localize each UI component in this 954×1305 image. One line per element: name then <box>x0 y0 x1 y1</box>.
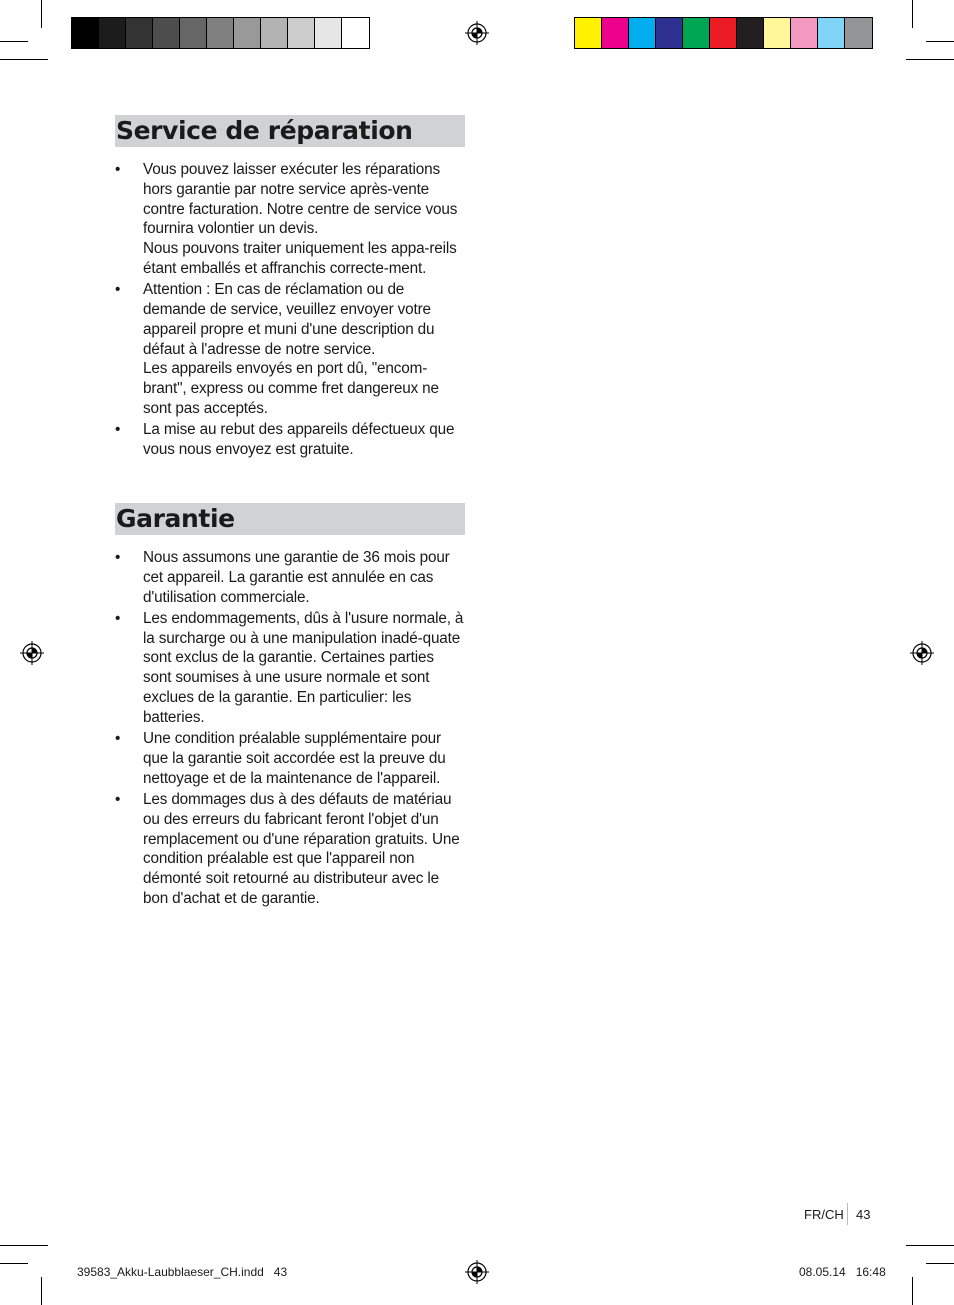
registration-mark-top-icon <box>465 21 489 45</box>
bullet: • <box>115 730 121 748</box>
paragraph: Nous assumons une garantie de 36 mois pour cet appareil. La garantie est annulée en cas d'utilisation commerciale. <box>143 549 450 606</box>
paragraph: Les appareils envoyés en port dû, "encom-brant", express ou comme fret dangereux ne sont pas acceptés. <box>143 360 439 418</box>
gray-swatch <box>207 18 234 48</box>
gray-swatch <box>126 18 153 48</box>
gray-swatch <box>234 18 261 48</box>
footer-divider <box>847 1203 848 1225</box>
paragraph: Nous pouvons traiter uniquement les appa-reils étant emballés et affranchis correcte-ment. <box>143 240 457 277</box>
bullet: • <box>115 609 121 627</box>
process-color-swatch <box>575 18 602 48</box>
gray-swatch <box>288 18 315 48</box>
list-item <box>115 420 465 460</box>
process-color-swatch <box>683 18 710 48</box>
gray-swatch <box>72 18 99 48</box>
paragraph: La mise au rebut des appareils défectueux que vous nous envoyez est gratuite. <box>143 421 455 459</box>
gray-swatch <box>153 18 180 48</box>
bullet-list <box>115 160 465 460</box>
list-item <box>115 729 465 788</box>
registration-mark-right-icon <box>910 641 934 665</box>
gray-swatch <box>315 18 342 48</box>
paragraph: Une condition préalable supplémentaire pour que la garantie soit accordée est la preuve du nettoyage et de la maintenance de l'appareil. <box>143 730 446 787</box>
process-color-swatch <box>764 18 791 48</box>
section-garantie <box>115 503 465 910</box>
footer-language: FR/CH <box>804 1207 844 1222</box>
list-item <box>115 280 465 419</box>
section-title: Service de réparation <box>115 115 465 147</box>
section-service <box>115 115 465 461</box>
gray-swatch <box>180 18 207 48</box>
process-color-swatch <box>737 18 764 48</box>
process-color-swatch <box>656 18 683 48</box>
process-color-bar <box>574 17 873 49</box>
list-item <box>115 790 465 909</box>
gray-swatch <box>342 18 369 48</box>
slug-timestamp: 08.05.14 16:48 <box>799 1265 886 1279</box>
registration-mark-bottom-icon <box>465 1260 489 1284</box>
process-color-swatch <box>710 18 737 48</box>
process-color-swatch <box>845 18 872 48</box>
registration-mark-left-icon <box>20 641 44 665</box>
paragraph: Les endommagements, dûs à l'usure normale, à la surcharge ou à une manipulation inadé-quate sont exclus de la garantie. Certaines parties sont soumises à une usure normale et sont exclues de la garantie. En particulier: les batteries. <box>143 609 464 726</box>
paragraph: Les dommages dus à des défauts de matériau ou des erreurs du fabricant feront l'objet d'un remplacement ou d'une réparation gratuits. Une condition préalable est que l'appareil non démonté soit retourné au distributeur avec le bon d'achat et de garantie. <box>143 791 460 908</box>
section-title: Garantie <box>115 503 465 535</box>
gray-swatch <box>99 18 126 48</box>
bullet: • <box>115 281 121 299</box>
paragraph: Attention : En cas de réclamation ou de demande de service, veuillez envoyer votre appareil propre et muni d'une description du défaut à l'adresse de notre service. <box>143 281 435 358</box>
bullet: • <box>115 791 121 809</box>
bullet-list <box>115 548 465 909</box>
gray-swatch <box>261 18 288 48</box>
bullet: • <box>115 549 121 566</box>
process-color-swatch <box>602 18 629 48</box>
bullet: • <box>115 161 121 178</box>
gray-color-bar <box>71 17 370 49</box>
process-color-swatch <box>629 18 656 48</box>
list-item <box>115 548 465 607</box>
slug-filename: 39583_Akku-Laubblaeser_CH.indd 43 <box>77 1265 288 1279</box>
paragraph: Vous pouvez laisser exécuter les réparations hors garantie par notre service après-vente contre facturation. Notre centre de service vous fournira volontier un devis. <box>143 161 458 238</box>
process-color-swatch <box>818 18 845 48</box>
page-number: 43 <box>856 1207 871 1222</box>
bullet: • <box>115 421 121 439</box>
process-color-swatch <box>791 18 818 48</box>
list-item <box>115 160 465 279</box>
list-item <box>115 609 465 728</box>
